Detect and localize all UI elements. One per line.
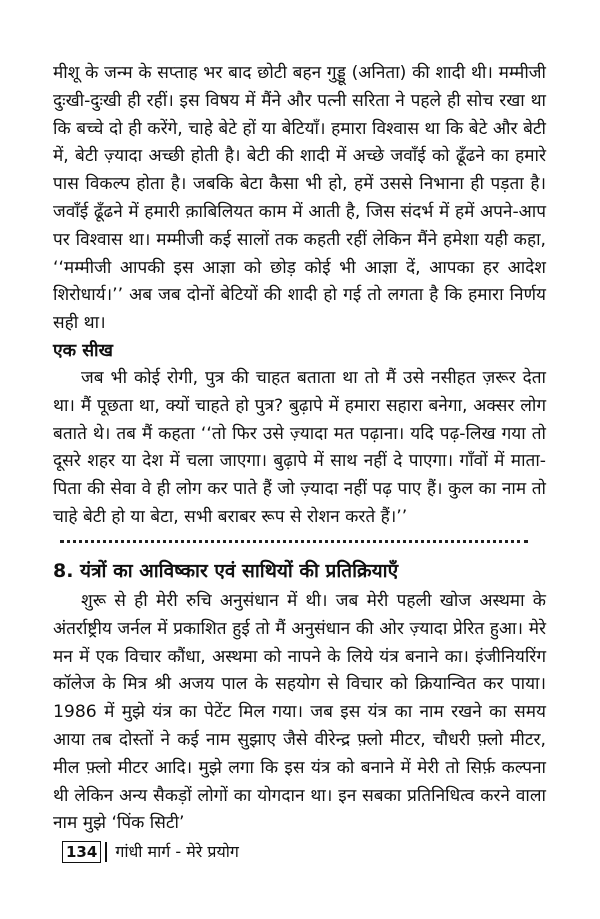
paragraph-invention: शुरू से ही मेरी रुचि अनुसंधान में थी। जब मेरी पहली खोज अस्थमा के अंतर्राष्ट्रीय जर्नल में प्रकाशित हुई तो मैं अनुसंधान की ओर ज़्यादा प्रेरित हुआ। मेरे मन में एक विचार कौंधा, अस्थमा को नापने के लिये यंत्र बनाने का। इंजीनियरिंग कॉलेज के मित्र श्री अजय पाल के सहयोग से विचार को क्रियान्वित कर पाया। 1986 में मुझे यंत्र का पेटेंट मिल गया। जब इस यंत्र का नाम रखने का समय आया तब दोस्तों ने कई नाम सुझाए जैसे वीरेन्द्र फ़्लो मीटर, चौधरी फ़्लो मीटर, मील फ़्लो मीटर आदि। मुझे लगा कि इस यंत्र को बनाने में मेरी तो सिर्फ़ कल्पना थी लेकिन अन्य सैकड़ों लोगों का योगदान था। इन सबका प्रतिनिधित्व करने वाला नाम मुझे ‘पिंक सिटी’ xyxy=(53,591,546,834)
page-footer xyxy=(62,840,239,864)
section-heading: 8. यंत्रों का आविष्कार एवं साथियों की प्रतिक्रियाएँ xyxy=(53,560,399,582)
section-divider xyxy=(60,540,528,543)
paragraph-advice: जब भी कोई रोगी, पुत्र की चाहत बताता था तो मैं उसे नसीहत ज़रूर देता था। मैं पूछता था, क्यों चाहते हो पुत्र? बुढ़ापे में हमारा सहारा बनेगा, अक्सर लोग बताते थे। तब मैं कहता ‘‘तो फिर उसे ज़्यादा मत पढ़ाना। यदि पढ़-लिख गया तो दूसरे शहर या देश में चला जाएगा। बुढ़ापे में साथ नहीं दे पाएगा। गाँवों में माता-पिता की सेवा वे ही लोग कर पाते हैं जो ज़्यादा नहीं पढ़ पाए हैं। कुल का नाम तो चाहे बेटी हो या बेटा, सभी बराबर रूप से रोशन करते हैं।’’ xyxy=(53,367,546,527)
section-8 xyxy=(53,556,546,838)
book-title: गांधी मार्ग - मेरे प्रयोग xyxy=(115,842,239,861)
paragraph-sisters-wedding: मीशू के जन्म के सप्ताह भर बाद छोटी बहन गुड्डू (अनिता) की शादी थी। मम्मीजी दुःखी-दुःखी ही रहीं। इस विषय में मैंने और पत्नी सरिता ने पहले ही सोच रखा था कि बच्चे दो ही करेंगे, चाहे बेटे हों या बेटियाँ। हमारा विश्वास था कि बेटे और बेटी में, बेटी ज़्यादा अच्छी होती है। बेटी की शादी में अच्छे जवाँई को ढूँढने का हमारे पास विकल्प होता है। जबकि बेटा कैसा भी हो, हमें उससे निभाना ही पड़ता है। जवाँई ढूँढने में हमारी क़ाबिलियत काम में आती है, जिस संदर्भ में हमें अपने-आप पर विश्वास था। मम्मीजी कई सालों तक कहती रहीं लेकिन मैंने हमेशा यही कहा, ‘‘मम्मीजी आपकी इस आज्ञा को छोड़ कोई भी आज्ञा दें, आपका हर आदेश शिरोधार्य।’’ अब जब दोनों बेटियों की शादी हो गई तो लगता है कि हमारा निर्णय सही था। xyxy=(53,63,546,334)
page-number: 134 xyxy=(62,841,101,863)
text-body xyxy=(53,60,546,532)
footer-separator xyxy=(105,842,107,862)
subheading-ek-seekh: एक सीख xyxy=(53,340,113,361)
